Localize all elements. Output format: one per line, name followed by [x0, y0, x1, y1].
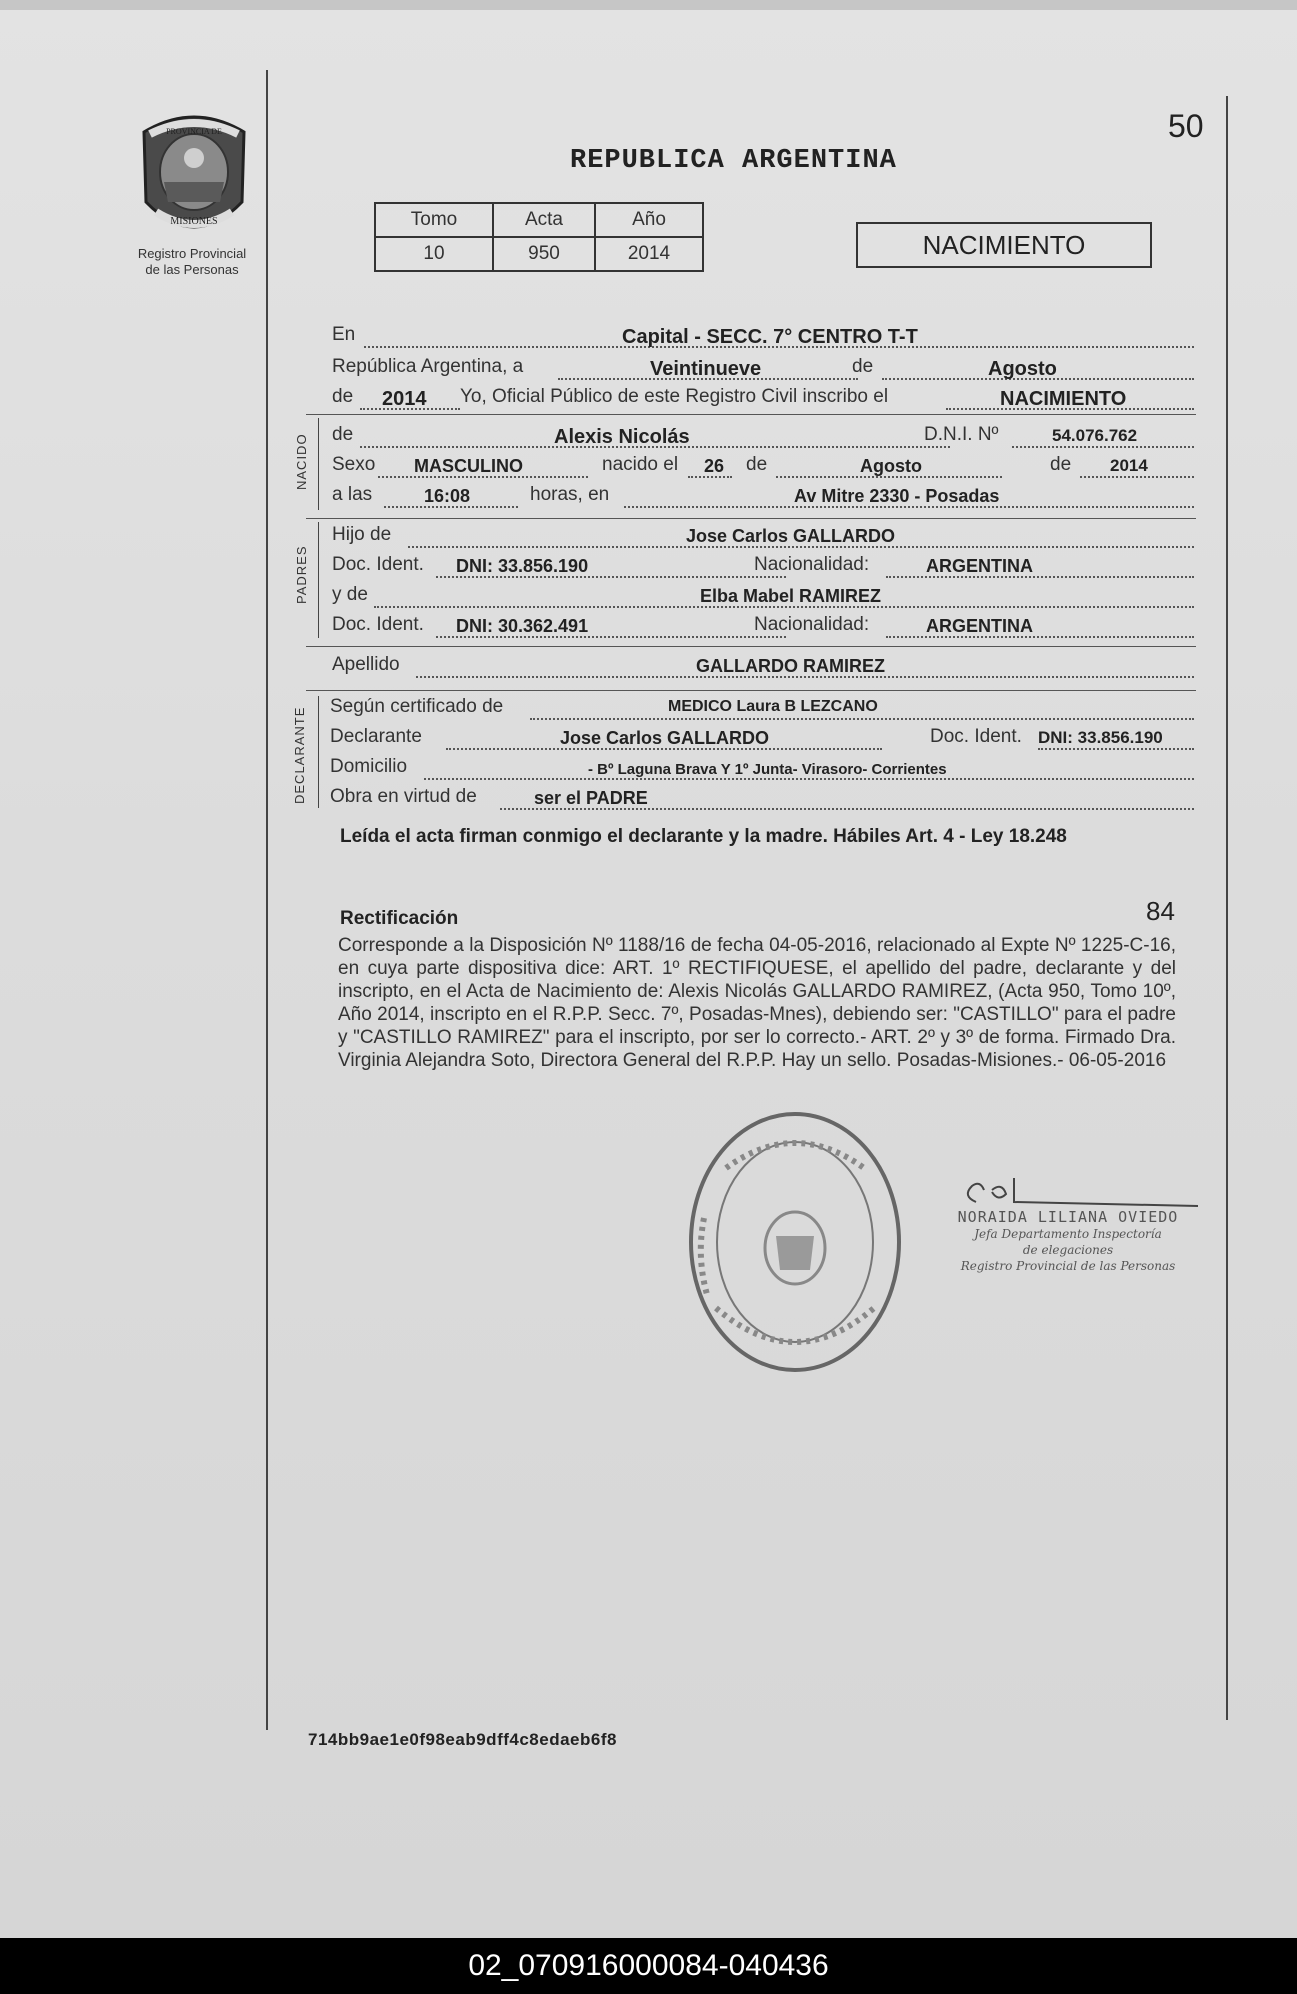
right-margin-line	[1226, 96, 1228, 1720]
birth-place: Av Mitre 2330 - Posadas	[794, 486, 1000, 506]
de-label: de	[852, 356, 874, 377]
row-republica	[330, 356, 1196, 384]
scan-edge	[0, 0, 1297, 10]
left-margin-line	[266, 70, 268, 1730]
logo-caption-line2: de las Personas	[145, 262, 239, 277]
birth-day: 26	[704, 456, 725, 476]
row-declarante	[330, 726, 1196, 754]
row-obra	[330, 786, 1196, 814]
medical-certificate: MEDICO Laura B LEZCANO	[668, 698, 878, 715]
rectificacion-title: Rectificación	[340, 908, 459, 929]
mother-name: Elba Mabel RAMIREZ	[700, 586, 882, 606]
row-en	[330, 324, 1196, 352]
svg-text:MISIONES: MISIONES	[170, 216, 218, 227]
father-nationality: ARGENTINA	[926, 556, 1033, 576]
acta-header: Acta	[493, 203, 595, 237]
signer-name: NORAIDA LILIANA OVIEDO	[957, 1208, 1179, 1226]
a-las-label: a las	[332, 484, 373, 505]
row-mother	[330, 584, 1196, 612]
child-name: Alexis Nicolás	[554, 426, 690, 448]
signer-title: Jefa Departamento Inspectoría	[974, 1227, 1162, 1241]
tomo-value: 10	[375, 237, 493, 271]
mother-doc: DNI: 30.362.491	[456, 616, 589, 636]
father-name: Jose Carlos GALLARDO	[686, 526, 896, 546]
signature-block	[948, 1208, 1188, 1274]
nacido-el-label: nacido el	[602, 454, 679, 475]
rectificacion-number: 84	[1146, 896, 1175, 926]
republica-label: República Argentina, a	[332, 356, 524, 377]
document-type-box: NACIMIENTO	[856, 222, 1152, 268]
registration-year: 2014	[382, 388, 427, 410]
anio-value: 2014	[595, 237, 703, 271]
document-hash: 714bb9ae1e0f98eab9dff4c8edaeb6f8	[308, 1730, 617, 1749]
closing-statement: Leída el acta firman conmigo el declarante y la madre. Hábiles Art. 4 - Ley 18.248	[340, 826, 1067, 847]
registry-table	[374, 202, 704, 272]
row-officer	[330, 386, 1196, 414]
acta-value: 950	[493, 237, 595, 271]
country-title: REPUBLICA ARGENTINA	[570, 146, 897, 176]
hijo-de-label: Hijo de	[332, 524, 392, 545]
obra-value: ser el PADRE	[534, 788, 648, 808]
y-de-label: y de	[332, 584, 368, 605]
row-sexo	[330, 454, 1196, 482]
en-label: En	[332, 324, 356, 345]
de-label-2: de	[332, 386, 354, 407]
child-dni: 54.076.762	[1052, 426, 1138, 445]
birth-year: 2014	[1110, 456, 1148, 475]
handwritten-signature	[958, 1176, 1202, 1212]
father-nationality-label: Nacionalidad:	[754, 554, 870, 575]
father-doc: DNI: 33.856.190	[456, 556, 589, 576]
horas-label: horas, en	[530, 484, 610, 505]
child-sex: MASCULINO	[414, 456, 523, 476]
birth-time: 16:08	[424, 486, 471, 506]
registration-month: Agosto	[988, 358, 1057, 380]
file-id-footer: 02_070916000084-040436	[0, 1938, 1297, 1994]
row-domicilio	[330, 756, 1196, 784]
place-of-registration: Capital - SECC. 7° CENTRO T-T	[622, 326, 918, 348]
domicilio-label: Domicilio	[330, 756, 408, 777]
declarant-doc-label: Doc. Ident.	[930, 726, 1022, 747]
row-mother-doc	[330, 614, 1196, 642]
declarant-doc: DNI: 33.856.190	[1038, 728, 1163, 747]
row-certificado	[330, 696, 1196, 724]
declarant-address: - Bº Laguna Brava Y 1º Junta- Virasoro- Corrientes	[588, 761, 947, 778]
de-label-3: de	[746, 454, 768, 475]
mother-doc-label: Doc. Ident.	[332, 614, 424, 635]
page-number: 50	[1168, 108, 1204, 144]
row-hora	[330, 484, 1196, 512]
signer-institution: Registro Provincial de las Personas	[960, 1259, 1176, 1273]
declarante-label: Declarante	[330, 726, 422, 747]
name-de-label: de	[332, 424, 354, 445]
tomo-header: Tomo	[375, 203, 493, 237]
row-nacido-name	[330, 424, 1196, 452]
de-label-4: de	[1050, 454, 1072, 475]
certificado-label: Según certificado de	[330, 696, 504, 717]
row-father-doc	[330, 554, 1196, 582]
inscription-type: NACIMIENTO	[1000, 388, 1127, 410]
official-seal-stamp	[686, 1108, 904, 1376]
dni-label: D.N.I. Nº	[924, 424, 999, 445]
rectificacion-body: Corresponde a la Disposición Nº 1188/16 de fecha 04-05-2016, relacionado al Expte Nº 1225-C-16, en cuya parte dispositiva dice: ART. 1º RECTIFIQUESE, el apellido del padre, declarante y del inscripto, en el Acta de Nacimiento de: Alexis Nicolás GALLARDO RAMIREZ, (Acta 950, Tomo 10º, Año 2014, inscripto en el R.P.P. Secc. 7º, Posadas-Mnes), debiendo ser: "CASTILLO" para el padre y "CASTILLO RAMIREZ" para el inscripto, por ser lo correcto.- ART. 2º y 3º de forma. Firmado Dra. Virginia Alejandra Soto, Directora General del R.P.P. Hay un sello. Posadas-Misiones.- 06-05-2016	[338, 935, 1176, 1071]
anio-header: Año	[595, 203, 703, 237]
sexo-label: Sexo	[332, 454, 376, 475]
registration-day: Veintinueve	[650, 358, 762, 380]
apellido-value: GALLARDO RAMIREZ	[696, 656, 885, 676]
obra-label: Obra en virtud de	[330, 786, 477, 807]
father-doc-label: Doc. Ident.	[332, 554, 424, 575]
officer-text: Yo, Oficial Público de este Registro Civil inscribo el	[460, 386, 889, 407]
logo-caption-line1: Registro Provincial	[137, 246, 247, 261]
mother-nationality: ARGENTINA	[926, 616, 1033, 636]
mother-nationality-label: Nacionalidad:	[754, 614, 870, 635]
declarant-name: Jose Carlos GALLARDO	[560, 728, 770, 748]
birth-month: Agosto	[860, 456, 922, 476]
svg-text:PROVINCIA DE: PROVINCIA DE	[166, 127, 222, 136]
row-apellido	[330, 654, 1196, 682]
section-label-padres: PADRES	[294, 545, 309, 604]
signer-department: de elegaciones	[1022, 1243, 1114, 1257]
misiones-coat-of-arms-logo	[134, 112, 254, 242]
section-label-declarante: DECLARANTE	[292, 706, 307, 804]
apellido-label: Apellido	[332, 654, 400, 675]
section-label-nacido: NACIDO	[294, 433, 309, 490]
logo-caption	[116, 246, 268, 278]
row-father	[330, 524, 1196, 552]
